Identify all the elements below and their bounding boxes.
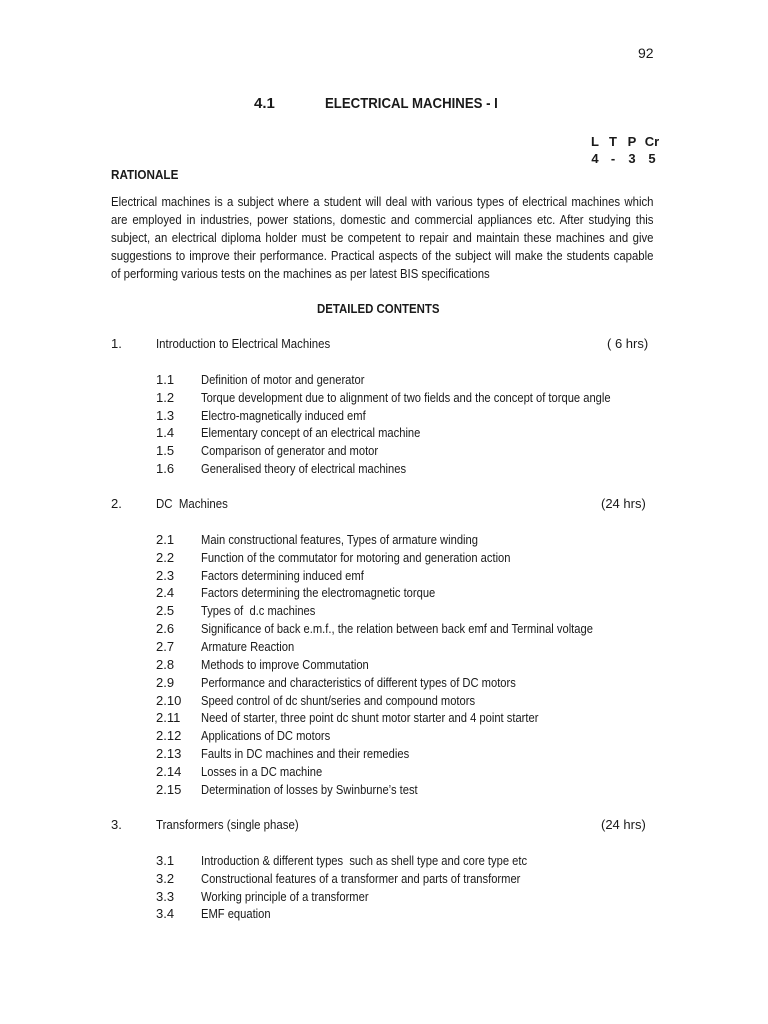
topic-row: [0, 853, 768, 871]
topic-number: 3.4: [156, 906, 175, 921]
topic-text: Constructional features of a transformer and parts of transformer: [201, 871, 521, 886]
topic-number: 2.3: [156, 568, 175, 583]
topic-text: Faults in DC machines and their remedies: [201, 746, 410, 761]
topic-number: 2.14: [156, 764, 182, 779]
title-number: 4.1: [254, 95, 275, 112]
topic-number: 3.1: [156, 853, 175, 868]
topic-number: 1.6: [156, 461, 175, 476]
ltp-l-value: 4: [591, 151, 599, 166]
topic-row: [0, 621, 768, 639]
section-hours: (24 hrs): [601, 496, 646, 511]
page-number: 92: [638, 45, 654, 61]
topic-row: [0, 603, 768, 621]
topic-row: [0, 728, 768, 746]
section-number: 3.: [111, 817, 122, 832]
topic-text: Significance of back e.m.f., the relation between back emf and Terminal voltage: [201, 621, 593, 636]
topic-number: 1.4: [156, 425, 175, 440]
topic-text: Comparison of generator and motor: [201, 443, 379, 458]
ltp-cr-value: 5: [648, 151, 656, 166]
topic-text: Applications of DC motors: [201, 728, 331, 743]
topic-row: [0, 568, 768, 586]
detailed-contents-heading: DETAILED CONTENTS: [317, 301, 440, 316]
topic-number: 2.11: [156, 710, 181, 725]
section-heading: [0, 496, 768, 514]
topic-number: 2.9: [156, 675, 175, 690]
topic-row: [0, 764, 768, 782]
topic-row: [0, 550, 768, 568]
topic-number: 2.13: [156, 746, 182, 761]
ltp-p-header: P: [627, 134, 637, 149]
topic-row: [0, 710, 768, 728]
topic-text: Working principle of a transformer: [201, 889, 369, 904]
topic-text: Elementary concept of an electrical machine: [201, 425, 421, 440]
topic-number: 2.15: [156, 782, 182, 797]
topic-number: 1.3: [156, 408, 175, 423]
topic-text: Methods to improve Commutation: [201, 657, 369, 672]
topic-text: Factors determining the electromagnetic torque: [201, 585, 436, 600]
topic-number: 2.12: [156, 728, 182, 743]
ltp-l-header: L: [591, 134, 599, 149]
topic-number: 2.7: [156, 639, 175, 654]
topic-number: 2.4: [156, 585, 175, 600]
topic-row: [0, 390, 768, 408]
topic-number: 3.2: [156, 871, 175, 886]
topic-row: [0, 425, 768, 443]
topic-text: Need of starter, three point dc shunt motor starter and 4 point starter: [201, 710, 539, 725]
topic-text: Determination of losses by Swinburne’s test: [201, 782, 418, 797]
topic-row: [0, 443, 768, 461]
topic-number: 1.1: [156, 372, 175, 387]
section-heading: [0, 336, 768, 354]
ltp-t-value: -: [610, 151, 616, 166]
topic-row: [0, 675, 768, 693]
topic-number: 2.2: [156, 550, 175, 565]
topic-text: Torque development due to alignment of two fields and the concept of torque angle: [201, 390, 611, 405]
rationale-heading: RATIONALE: [111, 167, 179, 182]
topic-row: [0, 871, 768, 889]
topic-text: Function of the commutator for motoring and generation action: [201, 550, 511, 565]
topic-number: 2.5: [156, 603, 175, 618]
topic-text: EMF equation: [201, 906, 271, 921]
topic-row: [0, 461, 768, 479]
topic-text: Electro-magnetically induced emf: [201, 408, 366, 423]
topic-number: 2.1: [156, 532, 175, 547]
topic-text: Factors determining induced emf: [201, 568, 364, 583]
topic-text: Losses in a DC machine: [201, 764, 323, 779]
ltp-p-value: 3: [628, 151, 636, 166]
page-title: ELECTRICAL MACHINES - I: [325, 95, 498, 112]
topic-text: Main constructional features, Types of armature winding: [201, 532, 478, 547]
ltp-t-header: T: [609, 134, 617, 149]
topic-number: 3.3: [156, 889, 175, 904]
section-name: DC Machines: [156, 496, 228, 511]
topic-row: [0, 372, 768, 390]
topic-text: Introduction & different types such as shell type and core type etc: [201, 853, 528, 868]
topic-text: Generalised theory of electrical machines: [201, 461, 407, 476]
topic-row: [0, 693, 768, 711]
topic-row: [0, 639, 768, 657]
topic-row: [0, 408, 768, 426]
topic-text: Performance and characteristics of different types of DC motors: [201, 675, 516, 690]
topic-number: 2.10: [156, 693, 182, 708]
section-hours: ( 6 hrs): [607, 336, 649, 351]
topic-text: Definition of motor and generator: [201, 372, 365, 387]
topic-row: [0, 782, 768, 800]
topic-number: 2.8: [156, 657, 175, 672]
topic-row: [0, 746, 768, 764]
section-number: 1.: [111, 336, 122, 351]
topic-row: [0, 532, 768, 550]
topic-text: Speed control of dc shunt/series and compound motors: [201, 693, 476, 708]
topic-text: Armature Reaction: [201, 639, 295, 654]
section-number: 2.: [111, 496, 122, 511]
topic-number: 1.2: [156, 390, 175, 405]
topic-row: [0, 657, 768, 675]
topic-row: [0, 889, 768, 907]
topic-row: [0, 906, 768, 924]
topic-number: 1.5: [156, 443, 175, 458]
topic-number: 2.6: [156, 621, 175, 636]
section-name: Introduction to Electrical Machines: [156, 336, 331, 351]
topic-text: Types of d.c machines: [201, 603, 316, 618]
section-heading: [0, 817, 768, 835]
ltp-cr-header: Cr: [644, 134, 660, 149]
section-name: Transformers (single phase): [156, 817, 299, 832]
topic-row: [0, 585, 768, 603]
section-hours: (24 hrs): [601, 817, 646, 832]
rationale-paragraph: Electrical machines is a subject where a student will deal with various types of electrical machines which are employed in industries, power stations, domestic and commercial appliances etc. After studying this subject, an electrical diploma holder must be competent to repair and maintain these machines and give suggestions to improve their performance. Practical aspects of the subject will make the students capable of performing various tests on the machines as per latest BIS specifications: [111, 194, 654, 281]
